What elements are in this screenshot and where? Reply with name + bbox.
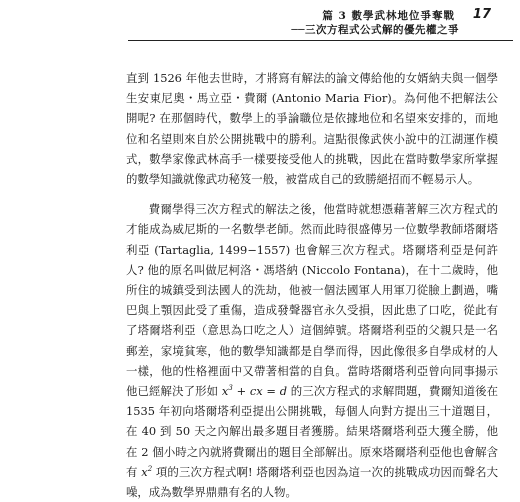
equation-variable: x — [221, 384, 229, 399]
equation-remainder: + cx = d — [232, 384, 288, 399]
paragraph-2-part-b: 的三次方程式的求解問題，費爾知道後在 1535 年初向塔爾塔利亞提出公開挑戰，每個人向對方提出三十道題目，在 40 到 50 天之內解出最多題目者獲勝。結果塔爾塔利亞大獲全勝，他在 2 個小時之內就將費爾出的題目全部解出。原來塔爾塔利亞他也會解含有 — [126, 384, 499, 479]
equation-square-term — [141, 465, 152, 479]
header-rule — [128, 40, 513, 41]
paragraph-2 — [126, 199, 498, 502]
equation2-variable: x — [141, 464, 148, 479]
paragraph-2-part-c: 項的三次方程式啊! 塔爾塔利亞也因為這一次的挑戰成功因而聲名大噪，成為數學界鼎鼎有名的人物。 — [126, 464, 498, 500]
page-number: 17 — [472, 7, 491, 22]
chapter-subtitle: ──三次方程式公式解的優先權之爭 — [291, 24, 459, 36]
paragraph-2-part-a: 費爾學得三次方程式的解法之後，他當時就想憑藉著解三次方程式的才能成為威尼斯的一名數學老師。然而此時很盛傳另一位數學教師塔爾塔利亞 (Tartaglia, 1499−1557) 也會解三次方程式。塔爾塔利亞是何許人? 他的原名叫做尼柯洛・馮塔納 (Niccolo Fontana)，在十二歲時，他所住的城鎮受到法國人的洗劫，他被一個法國軍人用軍刀從臉上劃過，嘴巴與上顎因此受了重傷，造成發聲器官永久受損，因此患了口吃，從此有了塔爾塔利亞（意思為口吃之人）這個綽號。塔爾塔利亞的父親只是一名郵差，家境貧寒，他的數學知識都是自學而得，因此像很多自學成材的人一樣，他的性格裡面中又帶著相當的自負。當時塔爾塔利亞曾向同事揚示他已經解決了形如 — [126, 202, 498, 399]
paragraph-1: 直到 1526 年他去世時，才將寫有解法的論文傳給他的女婿納夫與一個學生安東尼奧・馬立亞・費爾 (Antonio Maria Fior)。為何他不把解法公開呢? 在那個時代，數學上的爭論職位是依據地位和名望來安排的，而地位和名望則來自於公開挑戰中的勝利。這點很像武俠小說中的江湖運作模式，數學家像武林高手一樣要接受他人的挑戰，因此在當時數學家所掌握的數學知識就像武功秘笈一般，被當成自己的致勝絕招而不輕易示人。 — [126, 71, 498, 187]
body-text — [126, 68, 498, 502]
equation-cubic — [222, 384, 287, 398]
chapter-title: 篇 3 數學武林地位爭奪戰 — [322, 10, 455, 22]
equation2-exponent: 2 — [147, 465, 153, 474]
equation-exponent: 3 — [228, 384, 233, 393]
